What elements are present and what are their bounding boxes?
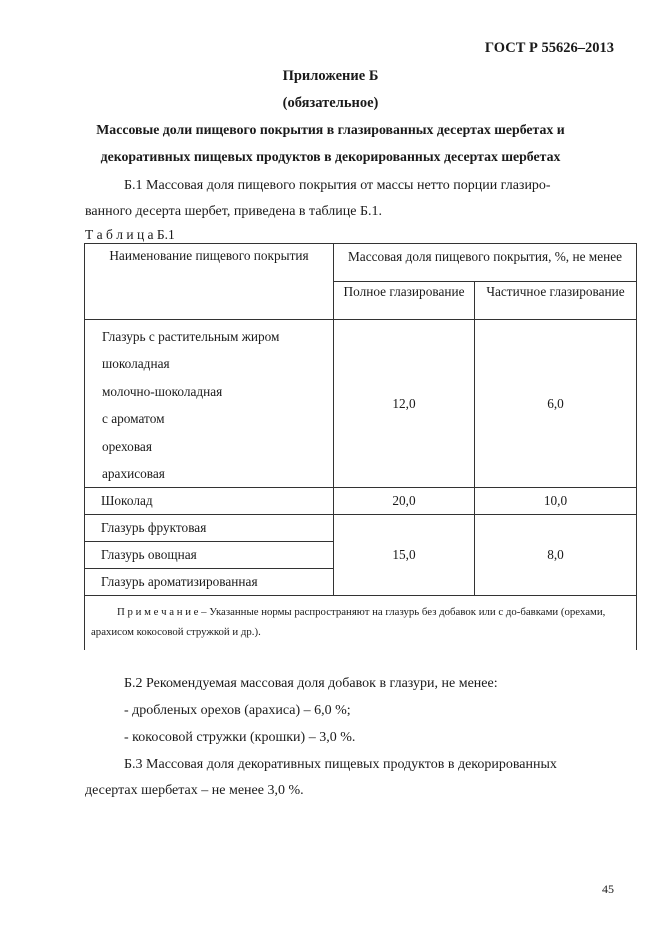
appendix-title: Приложение Б [282,68,379,84]
column-header-name: Наименование пищевого покрытия [85,244,334,320]
note-text: – Указанные нормы распространяют на глазурь без добавок или с до-бавками (орехами, арахисом кокосовой стружкой и др.). [91,606,606,639]
column-header-share: Массовая доля пищевого покрытия, %, не менее [334,244,637,282]
b2-item1: - дробленых орехов (арахиса) – 6,0 %; [124,703,351,718]
table-row [85,488,637,515]
table-caption: Т а б л и ц а Б.1 [85,227,175,242]
chocolate-partial: 10,0 [475,488,637,515]
group2-item-vegetable: Глазурь овощная [85,542,334,569]
table-row [85,320,637,488]
list-item: Глазурь с растительным жиром [102,329,280,344]
chocolate-name: Шоколад [85,488,334,515]
b3-line1: Б.3 Массовая доля декоративных пищевых продуктов в декорированных [124,757,557,772]
list-item: с ароматом [102,411,165,427]
b3-line2: десертах шербетах – не менее 3,0 %. [85,783,304,798]
note-label: П р и м е ч а н и е [117,606,199,619]
group1-full: 12,0 [334,320,475,488]
column-header-partial: Частичное глазирование [475,282,637,320]
appendix-status: (обязательное) [282,95,379,111]
document-code: ГОСТ Р 55626–2013 [484,40,614,56]
b1-line2: ванного десерта шербет, приведена в таблице Б.1. [85,204,383,219]
b2-item2: - кокосовой стружки (крошки) – 3,0 %. [124,730,356,745]
group2-item-flavored: Глазурь ароматизированная [85,569,334,596]
table-row [85,515,637,542]
appendix-heading-line2: декоративных пищевых продуктов в декорированных десертах шербетах [100,149,561,164]
group2-full: 15,0 [334,515,475,596]
list-item: шоколадная [102,356,170,372]
group2-partial: 8,0 [475,515,637,596]
b2-line1: Б.2 Рекомендуемая массовая доля добавок в глазури, не менее: [124,676,498,691]
list-item: арахисовая [102,466,165,482]
table-note [85,596,637,650]
coating-table [84,243,637,650]
group2-item-fruit: Глазурь фруктовая [85,515,334,542]
appendix-heading-line1: Массовые доли пищевого покрытия в глазированных десертах шербетах и [96,122,565,137]
list-item: ореховая [102,438,152,454]
b1-line1: Б.1 Массовая доля пищевого покрытия от массы нетто порции глазиро- [124,178,551,193]
chocolate-full: 20,0 [334,488,475,515]
column-header-full: Полное глазирование [334,282,475,320]
list-item: молочно-шоколадная [102,383,223,399]
page-number: 45 [602,882,614,896]
group1-items [85,320,334,488]
group1-partial: 6,0 [475,320,637,488]
